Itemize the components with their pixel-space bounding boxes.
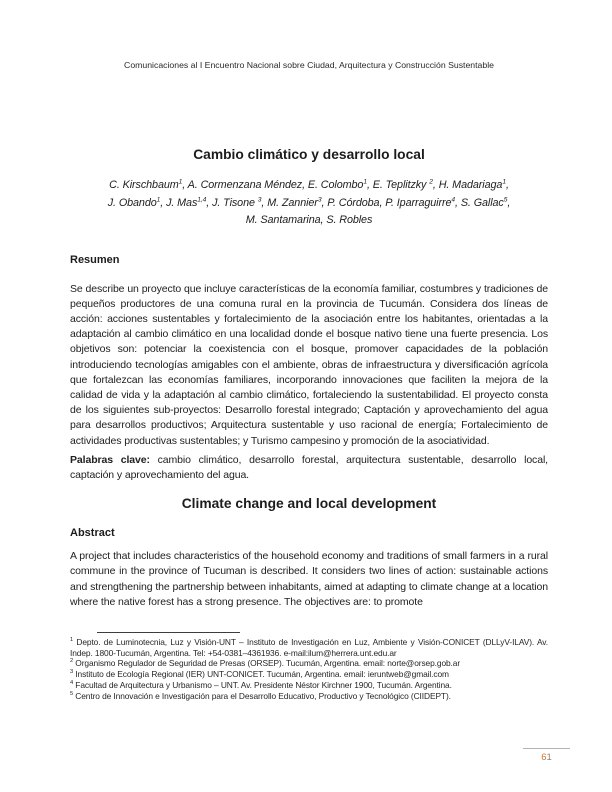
- abstract-body: A project that includes characteristics of the household economy and traditions of small farmers in a rural commune in the province of Tucuman is described. It considers two lines of action: sustainable actions and strengthening the partnership between inhabitants, aimed at adapting to climate change at a location where the native forest has a strong presence. The objectives are: to promote: [70, 550, 548, 608]
- footnote: $^3$ Instituto de Ecología Regional (IER) UNT-CONICET. Tucumán, Argentina. email: ieruntweb@gmail.com: [70, 669, 449, 680]
- footnote-separator-rule: [97, 632, 240, 633]
- footnote: $^2$ Organismo Regulador de Seguridad de Presas (ORSEP). Tucumán, Argentina. email: norte@orsep.gob.ar: [70, 658, 461, 669]
- article-title-english: Climate change and local development: [181, 496, 437, 512]
- page-number: 61: [541, 752, 552, 763]
- keywords-paragraph: [70, 453, 548, 483]
- resumen-heading: Resumen: [70, 253, 120, 266]
- text-column: [70, 0, 548, 610]
- footnote-list: [70, 637, 548, 701]
- footnote-area: [70, 632, 548, 701]
- footnote: $^5$ Centro de Innovación e Investigación para el Desarrollo Educativo, Productivo y Tecnológico (CIIDEPT).: [70, 690, 451, 701]
- article-title-spanish: Cambio climático y desarrollo local: [193, 147, 425, 162]
- resumen-body: Se describe un proyecto que incluye características de la economía familiar, costumbres y tradiciones de pequeños productores de una comuna rural en la provincia de Tucumán. Considera dos líneas de acción: acciones sustentables y fortalecimiento de la asociación entre los habitantes, orientadas a la adaptación al cambio climático en una localidad donde el bosque nativo tiene una fuerte presencia. Los objetivos son: potenciar la coexistencia con el bosque, promover capacidades de la población introduciendo tecnologías amigables con el ambiente, obras de infraestructura y diversificación agrícola que fortalezcan las economías familiares, incorporando innovaciones que faciliten la mejora de la calidad de vida y la adaptación al cambio climático, fortaleciendo la sustentabilidad. El proyecto consta de los siguientes sub-proyectos: Desarrollo forestal integrado; Captación y aprovechamiento del agua para desarrollos productivos; Arquitectura sustentable y uso racional de energía; Fortalecimiento de actividades productivas sustentables; y Turismo campesino y promoción de la asociatividad.: [70, 282, 548, 447]
- author-line: C. Kirschbaum$^1$, A. Cormenzana Méndez, E. Colombo$^1$, E. Teplitzky $^2$, H. Madariaga$^1$,: [109, 178, 509, 191]
- abstract-heading: Abstract: [70, 527, 115, 540]
- author-line: J. Obando$^1$, J. Mas$^{1,4}$, J. Tisone $^3$, M. Zannier$^3$, P. Córdoba, P. Iparraguirre$^4$, S. Gallac$^5$,: [107, 195, 511, 209]
- author-line: M. Santamarina, S. Robles: [245, 214, 373, 226]
- footnote: $^4$ Facultad de Arquitectura y Urbanismo – UNT. Av. Presidente Néstor Kirchner 1900, Tucumán. Argentina.: [70, 679, 452, 690]
- author-list: [70, 177, 548, 230]
- keywords-label: Palabras clave:: [70, 453, 150, 466]
- running-header: Comunicaciones al I Encuentro Nacional sobre Ciudad, Arquitectura y Construcción Sustentable: [124, 60, 494, 70]
- keywords-text: cambio climático, desarrollo forestal, arquitectura sustentable, desarrollo local, captación y aprovechamiento del agua.: [70, 453, 549, 481]
- page-number-rule: [523, 748, 570, 749]
- footnote: $^1$ Depto. de Luminotecnia, Luz y Visión-UNT – Instituto de Investigación en Luz, Ambiente y Visión-CONICET (DLLyV-ILAV). Av. Indep. 1800-Tucumán, Argentina. Tel: +54-0381–4361936. e-mail:ilum@herrera.unt.edu.ar: [70, 637, 548, 658]
